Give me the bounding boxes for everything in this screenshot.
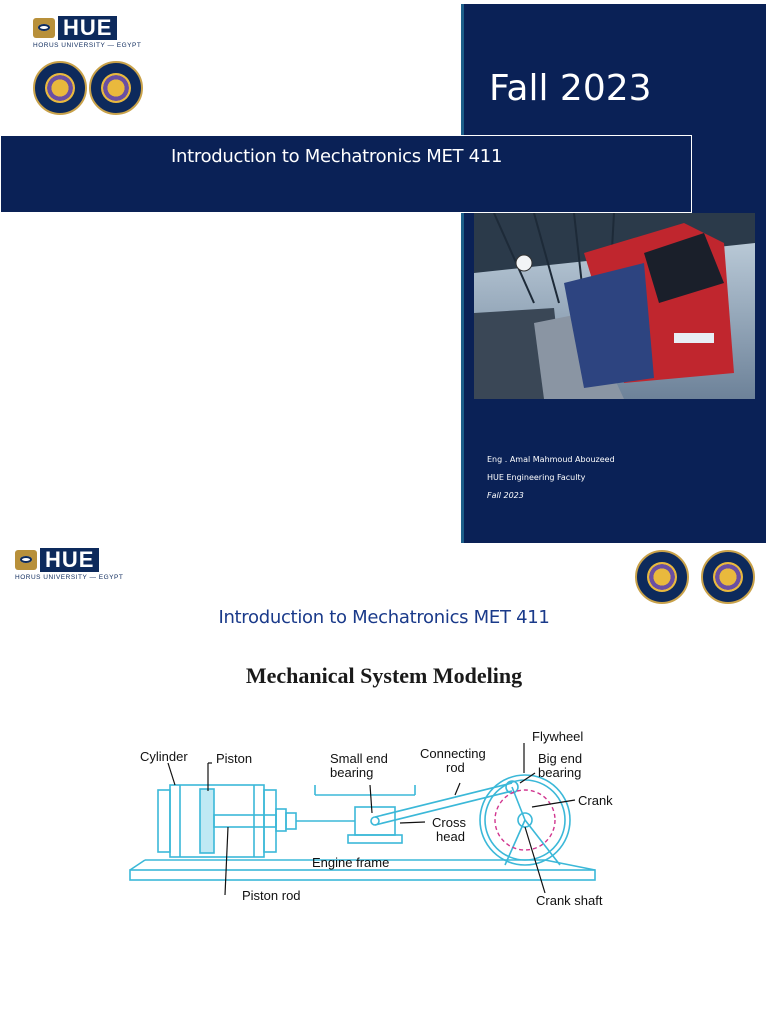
cover-title-band: [0, 135, 692, 213]
cover-fall-label: Fall 2023: [489, 68, 652, 109]
label-big-end-2: bearing: [538, 765, 582, 780]
faculty-seal-icon: [701, 550, 755, 604]
train-station-photo: [474, 213, 755, 399]
label-connecting-1: Connecting: [420, 746, 486, 761]
hue-logo-word: HUE: [58, 16, 117, 40]
author-faculty: HUE Engineering Faculty: [487, 473, 586, 482]
steam-engine-diagram: [120, 725, 640, 925]
cover-course-title: Introduction to Mechatronics MET 411: [171, 146, 503, 167]
hue-logo-subtitle: HORUS UNIVERSITY — EGYPT: [15, 574, 124, 581]
label-crank-shaft: Crank shaft: [536, 893, 603, 908]
label-crank: Crank: [578, 793, 613, 808]
label-cross-2: head: [436, 829, 465, 844]
label-piston: Piston: [216, 751, 253, 766]
page-two: [0, 545, 768, 1024]
author-name: Eng . Amal Mahmoud Abouzeed: [487, 455, 615, 464]
label-engine-frame: Engine frame: [312, 855, 390, 870]
hue-logo: [33, 16, 141, 49]
label-connecting-2: rod: [446, 760, 465, 775]
university-seal-icon: [33, 61, 87, 115]
faculty-seal-icon: [89, 61, 143, 115]
hue-logo-word: HUE: [40, 548, 99, 572]
label-cylinder: Cylinder: [140, 749, 188, 764]
label-small-end-2: bearing: [330, 765, 374, 780]
label-small-end-1: Small end: [330, 751, 388, 766]
eye-of-horus-icon: [15, 550, 37, 570]
label-big-end-1: Big end: [538, 751, 583, 766]
hue-logo-page2: [15, 548, 123, 581]
hue-logo-subtitle: HORUS UNIVERSITY — EGYPT: [33, 42, 142, 49]
page2-course-title: Introduction to Mechatronics MET 411: [218, 607, 550, 628]
author-term: Fall 2023: [487, 491, 524, 500]
page2-heading: Mechanical System Modeling: [245, 663, 523, 688]
eye-of-horus-icon: [33, 18, 55, 38]
label-piston-rod: Piston rod: [242, 888, 301, 903]
university-seal-icon: [635, 550, 689, 604]
label-flywheel: Flywheel: [532, 729, 584, 744]
label-cross-1: Cross: [432, 815, 466, 830]
